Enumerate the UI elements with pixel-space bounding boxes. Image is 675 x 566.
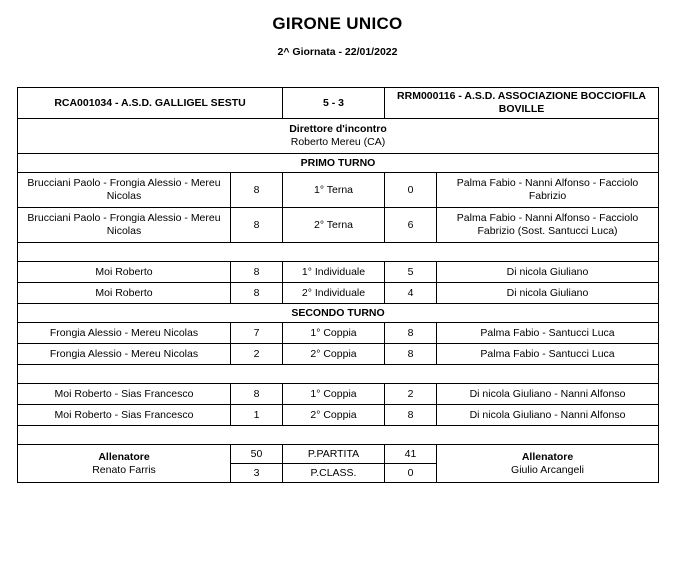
partita-home-points: 50	[231, 445, 283, 464]
away-score: 2	[385, 384, 437, 405]
away-players: Di nicola Giuliano - Nanni Alfonso	[437, 405, 659, 426]
away-score: 8	[385, 344, 437, 365]
game-row	[18, 405, 659, 426]
section-header-row	[18, 154, 659, 173]
game-row	[18, 173, 659, 208]
home-score: 8	[231, 208, 283, 243]
home-score: 2	[231, 344, 283, 365]
game-row	[18, 262, 659, 283]
away-players: Di nicola Giuliano - Nanni Alfonso	[437, 384, 659, 405]
spacer-cell	[18, 365, 659, 384]
home-score: 1	[231, 405, 283, 426]
director-cell	[18, 119, 659, 154]
away-players: Palma Fabio - Santucci Luca	[437, 323, 659, 344]
game-label: 2° Coppia	[283, 344, 385, 365]
game-row	[18, 384, 659, 405]
page-title: GIRONE UNICO	[272, 14, 403, 33]
director-label: Direttore d'incontro	[289, 123, 387, 135]
game-row	[18, 323, 659, 344]
away-players: Palma Fabio - Nanni Alfonso - Facciolo Fabrizio (Sost. Santucci Luca)	[437, 208, 659, 243]
away-players: Di nicola Giuliano	[437, 283, 659, 304]
home-coach-cell	[18, 445, 231, 483]
spacer-row	[18, 426, 659, 445]
game-row	[18, 344, 659, 365]
home-score: 7	[231, 323, 283, 344]
away-coach-label: Allenatore	[521, 450, 574, 463]
home-players: Moi Roberto - Sias Francesco	[18, 405, 231, 426]
game-label: 2° Individuale	[283, 283, 385, 304]
home-coach-label: Allenatore	[98, 450, 150, 463]
away-players: Palma Fabio - Nanni Alfonso - Facciolo Fabrizio	[437, 173, 659, 208]
away-score: 0	[385, 173, 437, 208]
game-row	[18, 283, 659, 304]
home-players: Frongia Alessio - Mereu Nicolas	[18, 323, 231, 344]
match-score: 5 - 3	[283, 88, 385, 119]
home-coach-name: Renato Farris	[92, 463, 156, 476]
points-row	[18, 445, 659, 464]
game-label: 1° Coppia	[283, 323, 385, 344]
away-score: 5	[385, 262, 437, 283]
spacer-row	[18, 243, 659, 262]
match-report-table	[17, 87, 659, 483]
partita-label: P.PARTITA	[283, 445, 385, 464]
game-label: 1° Coppia	[283, 384, 385, 405]
home-score: 8	[231, 283, 283, 304]
game-label: 1° Terna	[283, 173, 385, 208]
class-away-points: 0	[385, 464, 437, 483]
away-score: 4	[385, 283, 437, 304]
class-home-points: 3	[231, 464, 283, 483]
primo-turno-label: PRIMO TURNO	[18, 154, 659, 173]
home-players: Frongia Alessio - Mereu Nicolas	[18, 344, 231, 365]
home-players: Brucciani Paolo - Frongia Alessio - Mereu Nicolas	[18, 208, 231, 243]
home-players: Moi Roberto	[18, 262, 231, 283]
spacer-cell	[18, 426, 659, 445]
away-team-name: RRM000116 - A.S.D. ASSOCIAZIONE BOCCIOFILA BOVILLE	[385, 88, 659, 119]
home-players: Brucciani Paolo - Frongia Alessio - Mereu Nicolas	[18, 173, 231, 208]
home-players: Moi Roberto - Sias Francesco	[18, 384, 231, 405]
section-header-row	[18, 304, 659, 323]
game-label: 2° Coppia	[283, 405, 385, 426]
director-name: Roberto Mereu (CA)	[290, 136, 386, 148]
away-score: 8	[385, 405, 437, 426]
away-players: Palma Fabio - Santucci Luca	[437, 344, 659, 365]
partita-away-points: 41	[385, 445, 437, 464]
spacer-row	[18, 365, 659, 384]
away-coach-cell	[437, 445, 659, 483]
away-score: 6	[385, 208, 437, 243]
match-day-subtitle: 2^ Giornata - 22/01/2022	[277, 46, 398, 58]
match-header-row	[18, 88, 659, 119]
director-row	[18, 119, 659, 154]
home-players: Moi Roberto	[18, 283, 231, 304]
game-label: 1° Individuale	[283, 262, 385, 283]
home-score: 8	[231, 262, 283, 283]
spacer-cell	[18, 243, 659, 262]
game-label: 2° Terna	[283, 208, 385, 243]
away-players: Di nicola Giuliano	[437, 262, 659, 283]
home-team-name: RCA001034 - A.S.D. GALLIGEL SESTU	[18, 88, 283, 119]
away-coach-name: Giulio Arcangeli	[511, 463, 584, 476]
secondo-turno-label: SECONDO TURNO	[18, 304, 659, 323]
home-score: 8	[231, 173, 283, 208]
game-row	[18, 208, 659, 243]
home-score: 8	[231, 384, 283, 405]
away-score: 8	[385, 323, 437, 344]
class-label: P.CLASS.	[283, 464, 385, 483]
